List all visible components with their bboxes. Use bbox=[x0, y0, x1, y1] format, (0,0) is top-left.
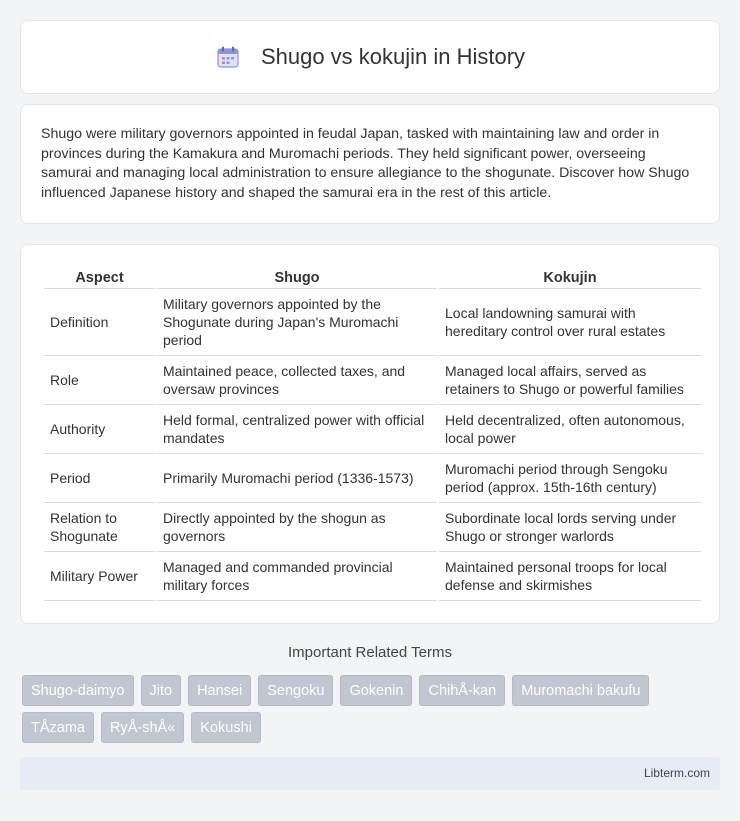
table-cell-aspect: Definition bbox=[44, 289, 155, 356]
calendar-icon bbox=[215, 44, 241, 70]
table-row bbox=[44, 405, 701, 454]
related-term-tag[interactable]: Gokenin bbox=[340, 675, 412, 706]
table-cell-shugo: Directly appointed by the shogun as governors bbox=[157, 503, 437, 552]
related-term-tag[interactable]: Sengoku bbox=[258, 675, 333, 706]
table-row bbox=[44, 503, 701, 552]
comparison-table-card bbox=[20, 244, 720, 624]
table-cell-shugo: Primarily Muromachi period (1336-1573) bbox=[157, 454, 437, 503]
header-kokujin: Kokujin bbox=[439, 265, 701, 289]
table-cell-shugo: Military governors appointed by the Shogunate during Japan's Muromachi period bbox=[157, 289, 437, 356]
table-cell-shugo: Maintained peace, collected taxes, and oversaw provinces bbox=[157, 356, 437, 405]
intro-text: Shugo were military governors appointed in feudal Japan, tasked with maintaining law and order in provinces during the Kamakura and Muromachi periods. They held significant power, overseeing samurai and managing local administration to ensure allegiance to the shogunate. Discover how Shugo influenced Japanese history and shaped the samurai era in the rest of this article. bbox=[41, 126, 690, 201]
header-shugo: Shugo bbox=[157, 265, 437, 289]
table-cell-aspect: Role bbox=[44, 356, 155, 405]
related-terms-title: Important Related Terms bbox=[288, 644, 452, 661]
footer bbox=[20, 757, 720, 790]
page-title: Shugo vs kokujin in History bbox=[260, 44, 526, 69]
table-cell-kokujin: Subordinate local lords serving under Shugo or stronger warlords bbox=[439, 503, 701, 552]
title-card bbox=[20, 20, 720, 94]
table-cell-aspect: Military Power bbox=[44, 552, 155, 601]
related-term-tag[interactable]: ChihÅ-kan bbox=[419, 675, 505, 706]
table-cell-kokujin: Maintained personal troops for local defense and skirmishes bbox=[439, 552, 701, 601]
table-cell-kokujin: Muromachi period through Sengoku period (approx. 15th-16th century) bbox=[439, 454, 701, 503]
footer-site-link[interactable]: Libterm.com bbox=[643, 766, 710, 780]
table-cell-shugo: Managed and commanded provincial military forces bbox=[157, 552, 437, 601]
table-cell-aspect: Authority bbox=[44, 405, 155, 454]
related-term-tag[interactable]: Muromachi bakufu bbox=[512, 675, 649, 706]
table-row bbox=[44, 289, 701, 356]
table-cell-aspect: Period bbox=[44, 454, 155, 503]
table-cell-kokujin: Local landowning samurai with hereditary control over rural estates bbox=[439, 289, 701, 356]
header-aspect: Aspect bbox=[44, 265, 155, 289]
table-cell-shugo: Held formal, centralized power with official mandates bbox=[157, 405, 437, 454]
intro-card bbox=[20, 104, 720, 224]
related-term-tag[interactable]: RyÅ-shÅ« bbox=[101, 712, 184, 743]
table-cell-kokujin: Held decentralized, often autonomous, local power bbox=[439, 405, 701, 454]
related-term-tag[interactable]: Kokushi bbox=[191, 712, 261, 743]
table-row bbox=[44, 454, 701, 503]
table-cell-kokujin: Managed local affairs, served as retainers to Shugo or powerful families bbox=[439, 356, 701, 405]
table-header-row bbox=[44, 265, 701, 289]
comparison-table bbox=[42, 265, 703, 601]
related-term-tag[interactable]: Shugo-daimyo bbox=[22, 675, 134, 706]
table-row bbox=[44, 356, 701, 405]
related-term-tag[interactable]: Hansei bbox=[188, 675, 251, 706]
related-term-tag[interactable]: TÅzama bbox=[22, 712, 94, 743]
related-terms-list bbox=[22, 675, 722, 743]
table-cell-aspect: Relation to Shogunate bbox=[44, 503, 155, 552]
table-row bbox=[44, 552, 701, 601]
related-term-tag[interactable]: Jito bbox=[141, 675, 182, 706]
